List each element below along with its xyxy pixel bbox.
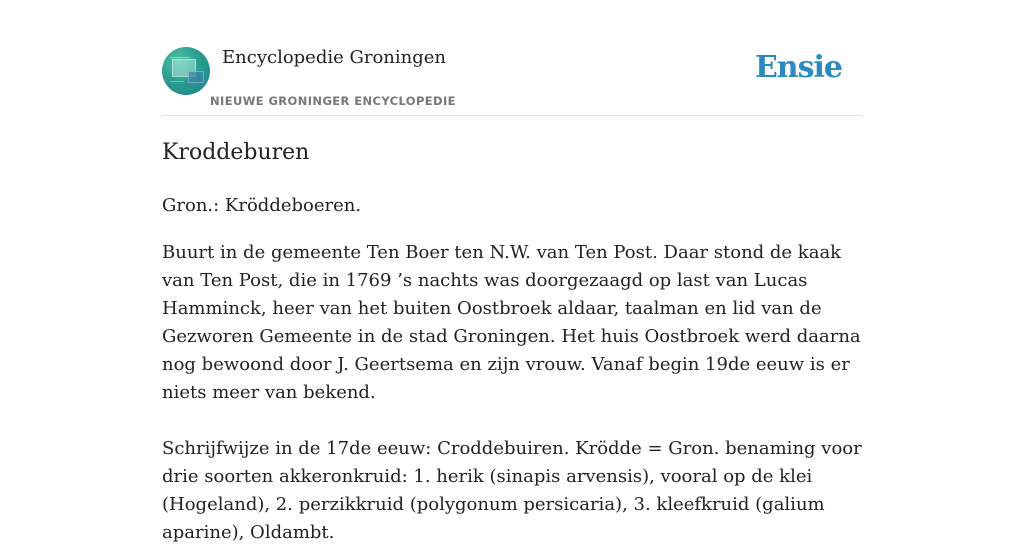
site-subtitle: NIEUWE GRONINGER ENCYCLOPEDIE <box>210 94 456 108</box>
encyclopedia-logo-icon[interactable] <box>162 47 210 95</box>
article-paragraph-dialect-name: Gron.: Kröddeboeren. <box>162 195 362 216</box>
header-divider <box>162 115 862 116</box>
article-title: Kroddeburen <box>162 140 310 165</box>
site-title[interactable]: Encyclopedie Groningen <box>222 47 447 68</box>
site-header <box>162 46 862 116</box>
article-paragraph-etymology: Schrijfwijze in de 17de eeuw: Croddebuiren. Krödde = Gron. benaming voor drie soorten akkeronkruid: 1. herik (sinapis arvensis), vooral op de klei (Hogeland), 2. perzikkruid (polygonum persicaria), 3. kleefkruid (galium aparine), Oldambt. <box>162 438 862 543</box>
ensie-brand-logo[interactable]: Ensie <box>754 50 842 85</box>
article-paragraph-description: Buurt in de gemeente Ten Boer ten N.W. van Ten Post. Daar stond de kaak van Ten Post, die in 1769 ’s nachts was doorgezaagd op last van Lucas Hamminck, heer van het buiten Oostbroek aldaar, taalman en lid van de Gezworen Gemeente in de stad Groningen. Het huis Oostbroek werd daarna nog bewoond door J. Geertsema en zijn vrouw. Vanaf begin 19de eeuw is er niets meer van bekend. <box>162 242 861 403</box>
article-body <box>162 192 867 547</box>
